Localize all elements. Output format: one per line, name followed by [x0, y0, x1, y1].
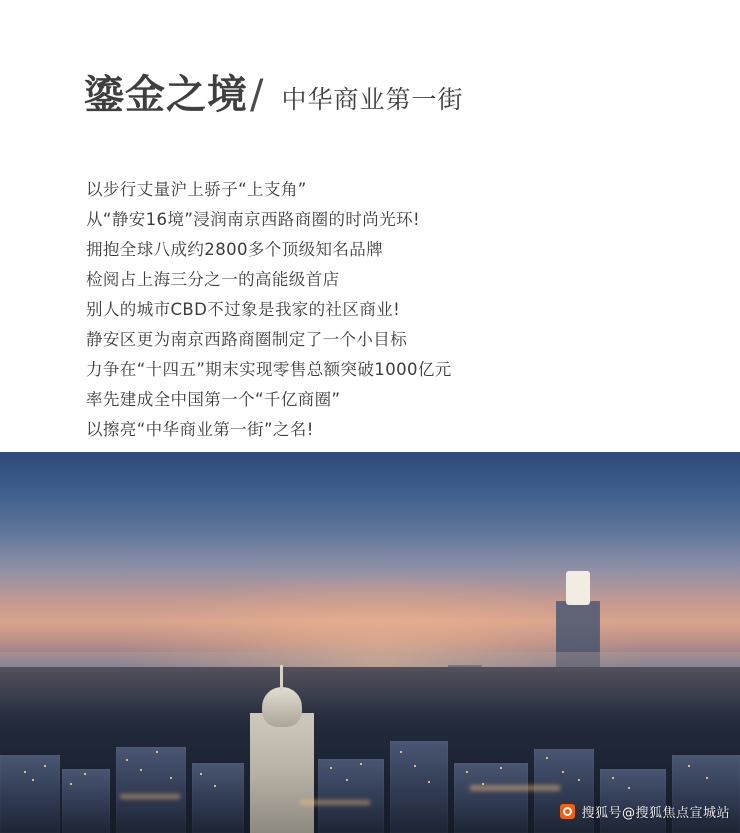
building — [318, 759, 384, 833]
body-line: 以步行丈量沪上骄子“上支角” — [86, 180, 307, 199]
building — [672, 755, 740, 833]
body-line: 以擦亮“中华商业第一街”之名! — [86, 420, 314, 439]
street-lights — [120, 794, 180, 799]
building — [62, 769, 110, 833]
dome-building — [250, 713, 314, 833]
cityscape-photo — [0, 452, 740, 833]
body-line: 拥抱全球八成约2800多个顶级知名品牌 — [86, 240, 384, 259]
street-lights — [470, 785, 560, 791]
tower-crown — [566, 571, 590, 605]
watermark-text: 搜狐号@搜狐焦点宣城站 — [581, 806, 730, 821]
sohu-logo-icon — [560, 804, 575, 819]
building — [600, 769, 666, 833]
building — [390, 741, 448, 833]
body-line: 检阅占上海三分之一的高能级首店 — [86, 270, 340, 289]
building — [454, 763, 528, 833]
body-copy — [86, 175, 686, 445]
body-line: 率先建成全中国第一个“千亿商圈” — [86, 390, 341, 409]
page-title-separator: / — [250, 72, 264, 118]
page-title-main: 鎏金之境 — [84, 72, 248, 118]
body-line: 力争在“十四五”期末实现零售总额突破1000亿元 — [86, 360, 452, 379]
building — [0, 755, 60, 833]
watermark — [560, 802, 730, 821]
street-lights — [300, 800, 370, 805]
page-subtitle: 中华商业第一街 — [281, 85, 464, 114]
body-line: 别人的城市CBD不过象是我家的社区商业! — [86, 300, 401, 319]
atmospheric-haze — [0, 652, 740, 722]
body-line: 从“静安16境”浸润南京西路商圈的时尚光环! — [86, 210, 421, 229]
page-title — [84, 72, 464, 118]
body-line: 静安区更为南京西路商圈制定了一个小目标 — [86, 330, 408, 349]
